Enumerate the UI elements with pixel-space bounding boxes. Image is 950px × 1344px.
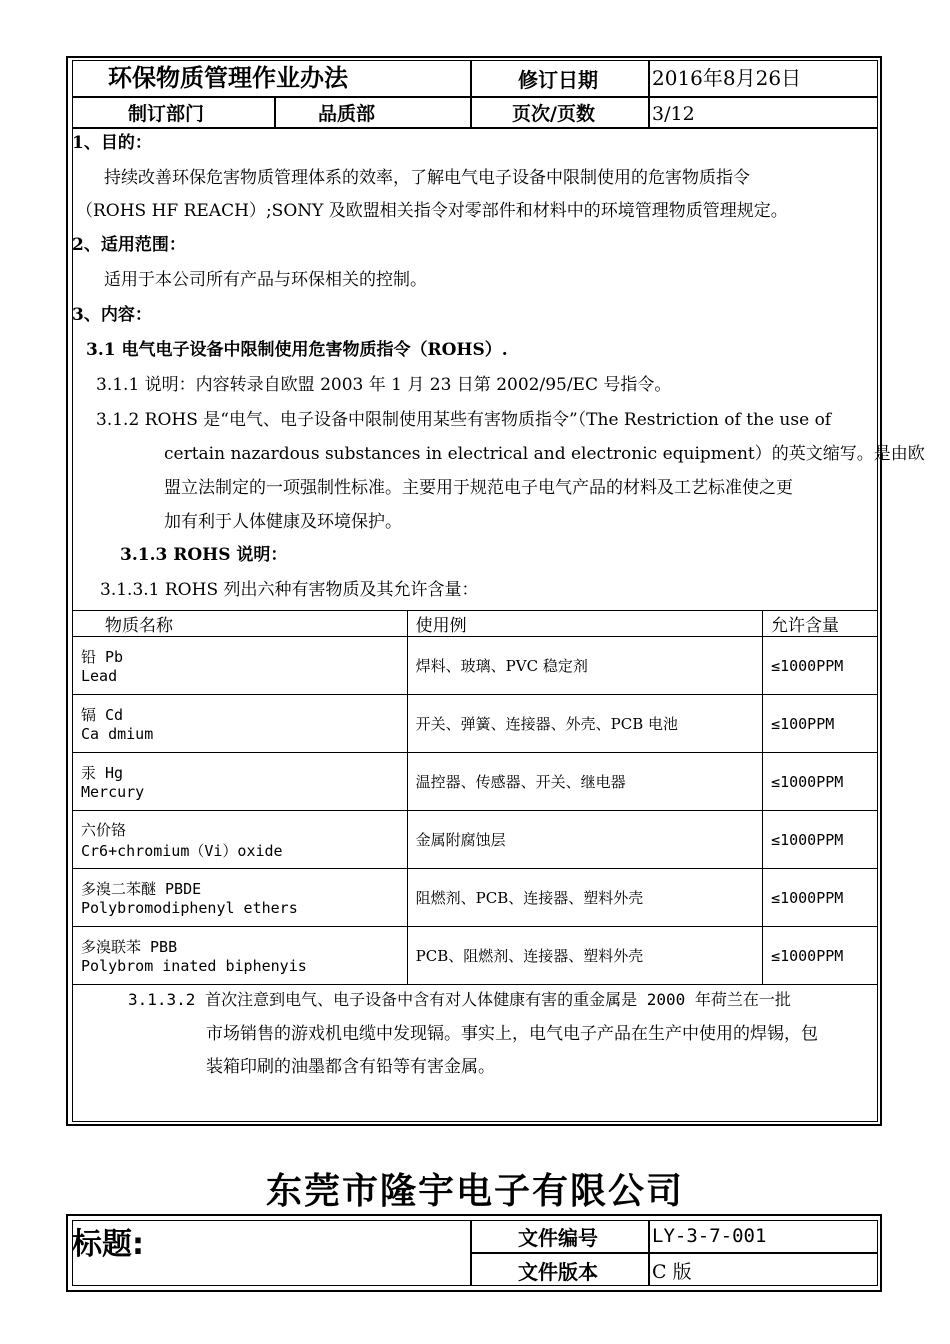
section-1-title: 1、目的： <box>72 133 152 153</box>
substance-name-en: Mercury <box>81 783 145 801</box>
substance-limit-cell: ≤1000PPM <box>763 927 878 985</box>
company-name: 东莞市隆宇电子有限公司 <box>265 1171 684 1212</box>
section-1-line-2: （ROHS HF REACH）;SONY 及欧盟相关指令对零部件和材料中的环境管理物质管理规定。 <box>76 201 788 221</box>
substance-name-en: Ca dmium <box>81 725 154 743</box>
table-row <box>73 811 878 869</box>
section-1-line-1: 持续改善环保危害物质管理体系的效率，了解电气电子设备中限制使用的危害物质指令 <box>104 168 750 188</box>
section-3-1-3-2-line-2: 市场销售的游戏机电缆中发现镉。事实上，电气电子产品在生产中使用的焊锡，包 <box>206 1024 818 1044</box>
substance-limit-cell: ≤1000PPM <box>763 869 878 927</box>
substance-name-cn: 铅 Pb <box>81 648 124 666</box>
doc-title: 环保物质管理作业办法 <box>108 63 348 92</box>
table-row <box>73 637 878 695</box>
substance-name-en: Polybromodiphenyl ethers <box>81 899 298 917</box>
section-3-1-3-2-line-1 <box>128 990 791 1010</box>
section-2-title: 2、适用范围： <box>72 235 186 255</box>
table-row <box>73 869 878 927</box>
substance-limit-cell: ≤1000PPM <box>763 811 878 869</box>
table-row <box>73 695 878 753</box>
header-divider <box>72 96 878 98</box>
substance-name-cn: 六价铬 <box>81 820 127 839</box>
substance-name-cn: 多溴二苯醚 PBDE <box>81 880 202 898</box>
table-row <box>73 927 878 985</box>
substance-use-cell: PCB、阻燃剂、连接器、塑料外壳 <box>407 927 762 985</box>
substance-limit-cell: ≤1000PPM <box>763 637 878 695</box>
table-header-cell: 物质名称 <box>73 611 408 637</box>
section-3-1-3-title: 3.1.3 ROHS 说明： <box>120 545 288 565</box>
header-bottom-rule <box>72 127 878 129</box>
page-value: 3/12 <box>652 103 695 125</box>
section-3-1-2-line-1: 3.1.2 ROHS 是“电气、电子设备中限制使用某些有害物质指令”（The Restriction of the use of <box>96 410 832 430</box>
version-label: 文件版本 <box>518 1260 598 1284</box>
substance-use-cell: 金属附腐蚀层 <box>407 811 762 869</box>
substance-use-cell: 开关、弹簧、连接器、外壳、PCB 电池 <box>407 695 762 753</box>
header-col-divider-2 <box>648 60 650 128</box>
doc-no-value: LY-3-7-001 <box>652 1225 767 1247</box>
dept-label: 制订部门 <box>128 103 205 125</box>
section-3-1-3-1: 3.1.3.1 ROHS 列出六种有害物质及其允许含量： <box>100 580 479 600</box>
footer-title-label: 标题: <box>72 1227 144 1262</box>
substance-limit-cell: ≤100PPM <box>763 695 878 753</box>
section-3-1-2-line-2: certain nazardous substances in electrical and electronic equipment）的英文缩写。是由欧 <box>164 444 925 464</box>
substance-name-cell <box>73 811 408 869</box>
substance-name-cell <box>73 927 408 985</box>
table-header-cell: 允许含量 <box>763 611 878 637</box>
footer-row-divider <box>470 1252 878 1254</box>
substance-name-cell <box>73 637 408 695</box>
table-header-row <box>73 611 878 637</box>
section-3-1-3-2-text: 3.1.3.2 首次注意到电气、电子设备中含有对人体健康有害的重金属是 2000 年荷兰在一批 <box>128 990 791 1009</box>
section-3-1-2-line-3: 盟立法制定的一项强制性标准。主要用于规范电子电气产品的材料及工艺标准使之更 <box>164 478 793 498</box>
version-value: C 版 <box>652 1261 692 1283</box>
header-col-divider-1 <box>470 60 472 128</box>
section-3-title: 3、内容： <box>72 305 152 325</box>
substance-name-en: Cr6+chromium（Vi）oxide <box>81 841 283 860</box>
substance-use-cell: 温控器、传感器、开关、继电器 <box>407 753 762 811</box>
substance-use-cell: 焊料、玻璃、PVC 稳定剂 <box>407 637 762 695</box>
substance-name-cn: 镉 Cd <box>81 706 124 724</box>
revision-date-label: 修订日期 <box>518 68 598 92</box>
table-header-cell: 使用例 <box>407 611 762 637</box>
section-3-1-2-line-4: 加有利于人体健康及环境保护。 <box>164 512 402 532</box>
section-3-1-3-2-line-3: 装箱印刷的油墨都含有铅等有害金属。 <box>206 1057 495 1077</box>
section-2-line-1: 适用于本公司所有产品与环保相关的控制。 <box>104 270 427 290</box>
substance-name-en: Polybrom inated biphenyis <box>81 957 307 975</box>
substance-table <box>72 610 878 985</box>
dept-value: 品质部 <box>318 103 376 125</box>
substance-name-cn: 汞 Hg <box>81 764 124 782</box>
doc-no-label: 文件编号 <box>518 1226 598 1250</box>
page-label: 页次/页数 <box>512 103 595 125</box>
header-col-divider-3 <box>274 96 276 128</box>
substance-name-cn: 多溴联苯 PBB <box>81 938 178 956</box>
substance-use-cell: 阻燃剂、PCB、连接器、塑料外壳 <box>407 869 762 927</box>
section-3-1-title: 3.1 电气电子设备中限制使用危害物质指令（ROHS）. <box>86 340 508 360</box>
substance-limit-cell: ≤1000PPM <box>763 753 878 811</box>
section-3-1-1: 3.1.1 说明：内容转录自欧盟 2003 年 1 月 23 日第 2002/95/EC 号指令。 <box>96 375 672 395</box>
table-row <box>73 753 878 811</box>
revision-date-value: 2016年8月26日 <box>652 66 802 90</box>
substance-name-cell <box>73 695 408 753</box>
substance-name-cell <box>73 869 408 927</box>
substance-name-cell <box>73 753 408 811</box>
substance-name-en: Lead <box>81 667 118 685</box>
